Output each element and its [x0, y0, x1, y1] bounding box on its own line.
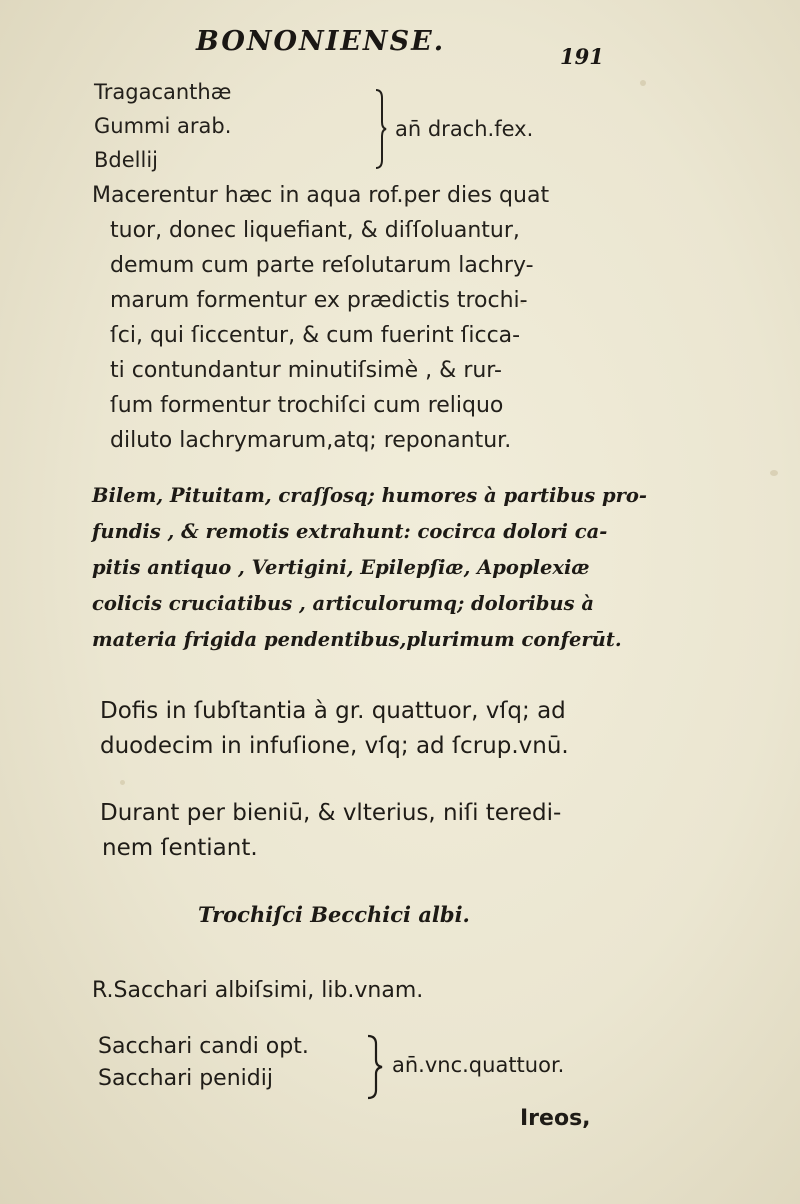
- brace-icon: [372, 86, 388, 172]
- ingredient-line: Sacchari candi opt.: [98, 1034, 309, 1059]
- foxing-spot: [770, 470, 778, 476]
- preparation-line: tuor, donec liquefiant, & diſſoluantur,: [110, 218, 520, 243]
- dosage-line: duodecim in infuſione, vſq; ad ſcrup.vnū.: [100, 733, 569, 759]
- preparation-line: marum formentur ex prædictis trochi-: [110, 288, 528, 313]
- foxing-spot: [120, 780, 125, 785]
- preparation-line: demum cum parte reſolutarum lachry-: [110, 253, 534, 278]
- preparation-line: Macerentur hæc in aqua rof.per dies quat: [92, 183, 550, 208]
- virtues-line: materia frigida pendentibus,plurimum conferūt.: [92, 628, 622, 651]
- running-title: BONONIENSE.: [196, 26, 446, 57]
- dose-label: an̄.vnc.quattuor.: [392, 1053, 565, 1077]
- dosage-line: Dofis in ſubſtantia à gr. quattuor, vſq; ad: [100, 698, 566, 724]
- preparation-line: ti contundantur minutiſsimè , & rur-: [110, 358, 502, 383]
- preparation-line: ſci, qui ſiccentur, & cum fuerint ſicca-: [110, 323, 521, 348]
- ingredient-line: Gummi arab.: [94, 114, 232, 138]
- ingredient-line: Bdellij: [94, 148, 158, 172]
- virtues-line: fundis , & remotis extrahunt: cocirca dolori ca-: [92, 520, 608, 543]
- preparation-line: ſum formentur trochiſci cum reliquo: [110, 393, 504, 418]
- ingredient-line: R.Sacchari albiſsimi, lib.vnam.: [92, 978, 424, 1003]
- virtues-line: Bilem, Pituitam, craſſosq; humores à partibus pro-: [92, 484, 648, 507]
- ingredient-line: Tragacanthæ: [94, 80, 232, 104]
- brace-icon: [364, 1032, 386, 1102]
- ingredient-line: Ireos,: [520, 1106, 591, 1131]
- ingredient-line: Sacchari penidij: [98, 1066, 273, 1091]
- foxing-spot: [640, 80, 646, 86]
- duration-line: Durant per bieniū, & vlterius, niſi teredi-: [100, 800, 562, 826]
- section-title: Trochiſci Becchici albi.: [198, 902, 470, 927]
- virtues-line: pitis antiquo , Vertigini, Epilepſiæ, Apoplexiæ: [92, 556, 590, 579]
- preparation-line: diluto lachrymarum,atq; reponantur.: [110, 428, 512, 453]
- duration-line: nem ſentiant.: [102, 835, 258, 861]
- virtues-line: colicis cruciatibus , articulorumq; doloribus à: [92, 592, 595, 615]
- dose-label: an̄ drach.fex.: [395, 117, 534, 141]
- page-number: 191: [560, 44, 604, 69]
